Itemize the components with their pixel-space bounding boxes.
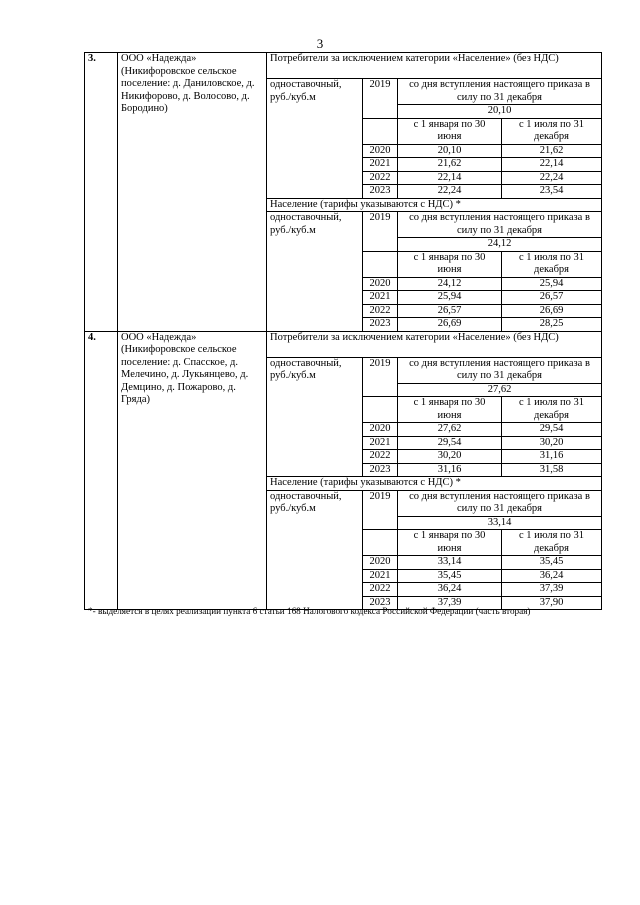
tariff-type: одноставочный, руб./куб.м <box>267 212 363 332</box>
year-cell: 2020 <box>363 144 398 158</box>
year-cell: 2019 <box>363 490 398 530</box>
year-cell: 2023 <box>363 463 398 477</box>
tariff-value: 33,14 <box>398 516 602 530</box>
period-header: со дня вступления настоящего приказа в силу по 31 декабря <box>398 212 602 238</box>
period-header: со дня вступления настоящего приказа в силу по 31 декабря <box>398 490 602 516</box>
tariff-value: 26,69 <box>502 304 602 318</box>
empty-cell <box>363 251 398 277</box>
tariff-type: одноставочный, руб./куб.м <box>267 79 363 199</box>
tariff-type: одноставочный, руб./куб.м <box>267 490 363 610</box>
tariff-value: 28,25 <box>502 318 602 332</box>
tariff-value: 21,62 <box>502 144 602 158</box>
tariff-value: 33,14 <box>398 556 502 570</box>
tariff-table <box>84 52 602 610</box>
year-cell: 2020 <box>363 556 398 570</box>
table-row <box>85 331 602 357</box>
year-cell: 2023 <box>363 318 398 332</box>
organization-name: ООО «Надежда» <box>121 53 197 64</box>
tariff-value: 29,54 <box>398 436 502 450</box>
empty-cell <box>363 530 398 556</box>
footnote: *- выделяется в целях реализации пункта 6 статьи 168 Налогового кодекса Российской Федерации (часть вторая) <box>88 606 531 616</box>
tariff-value: 20,10 <box>398 144 502 158</box>
tariff-value: 30,20 <box>502 436 602 450</box>
year-cell: 2022 <box>363 450 398 464</box>
year-cell: 2019 <box>363 212 398 252</box>
tariff-value: 26,57 <box>502 291 602 305</box>
half-year-header-1: с 1 января по 30 июня <box>398 397 502 423</box>
tariff-value: 35,45 <box>502 556 602 570</box>
tariff-value: 29,54 <box>502 423 602 437</box>
tariff-value: 24,12 <box>398 277 502 291</box>
tariff-value: 21,62 <box>398 158 502 172</box>
half-year-header-1: с 1 января по 30 июня <box>398 251 502 277</box>
tariff-value: 31,16 <box>502 450 602 464</box>
organization-area: (Никифоровское сельское поселение: д. Даниловское, д. Никифорово, д. Волосово, д. Бородино) <box>121 65 255 114</box>
half-year-header-2: с 1 июля по 31 декабря <box>502 530 602 556</box>
tariff-value: 26,57 <box>398 304 502 318</box>
organization-cell <box>118 331 267 610</box>
page-number: 3 <box>316 36 324 51</box>
row-number: 3. <box>85 53 118 332</box>
tariff-value: 35,45 <box>398 569 502 583</box>
tariff-value: 20,10 <box>398 105 602 119</box>
tariff-value: 37,39 <box>398 596 502 610</box>
tariff-value: 23,54 <box>502 185 602 199</box>
year-cell: 2021 <box>363 291 398 305</box>
year-cell: 2019 <box>363 79 398 119</box>
tariff-value: 22,14 <box>398 171 502 185</box>
organization-area: (Никифоровское сельское поселение: д. Спасское, д. Мелечино, д. Лукьянцево, д. Демцино, д. Пожарово, д. Гряда) <box>121 344 249 405</box>
period-header: со дня вступления настоящего приказа в силу по 31 декабря <box>398 79 602 105</box>
year-cell: 2021 <box>363 436 398 450</box>
row-number: 4. <box>85 331 118 610</box>
year-cell: 2023 <box>363 185 398 199</box>
period-header: со дня вступления настоящего приказа в силу по 31 декабря <box>398 357 602 383</box>
tariff-value: 25,94 <box>398 291 502 305</box>
year-cell: 2020 <box>363 277 398 291</box>
year-cell: 2020 <box>363 423 398 437</box>
tariff-value: 27,62 <box>398 423 502 437</box>
tariff-value: 31,58 <box>502 463 602 477</box>
organization-name: ООО «Надежда» <box>121 331 197 343</box>
table-row <box>85 53 602 79</box>
tariff-value: 37,39 <box>502 583 602 597</box>
year-cell: 2019 <box>363 357 398 397</box>
tariff-value: 31,16 <box>398 463 502 477</box>
tariff-value: 36,24 <box>398 583 502 597</box>
tariff-type: одноставочный, руб./куб.м <box>267 357 363 477</box>
tariff-value: 22,24 <box>398 185 502 199</box>
year-cell: 2023 <box>363 596 398 610</box>
category-header: Потребители за исключением категории «Население» (без НДС) <box>267 331 602 357</box>
half-year-header-1: с 1 января по 30 июня <box>398 118 502 144</box>
category-header: Население (тарифы указываются с НДС) * <box>267 198 602 212</box>
category-header: Потребители за исключением категории «Население» (без НДС) <box>267 53 602 79</box>
half-year-header-1: с 1 января по 30 июня <box>398 530 502 556</box>
tariff-value: 24,12 <box>398 238 602 252</box>
tariff-value: 36,24 <box>502 569 602 583</box>
organization-cell <box>118 53 267 332</box>
year-cell: 2022 <box>363 171 398 185</box>
tariff-value: 25,94 <box>502 277 602 291</box>
year-cell: 2022 <box>363 304 398 318</box>
year-cell: 2021 <box>363 569 398 583</box>
tariff-value: 22,14 <box>502 158 602 172</box>
tariff-value: 26,69 <box>398 318 502 332</box>
half-year-header-2: с 1 июля по 31 декабря <box>502 251 602 277</box>
tariff-value: 27,62 <box>398 383 602 397</box>
tariff-value: 37,90 <box>502 596 602 610</box>
tariff-value: 22,24 <box>502 171 602 185</box>
empty-cell <box>363 118 398 144</box>
half-year-header-2: с 1 июля по 31 декабря <box>502 118 602 144</box>
year-cell: 2021 <box>363 158 398 172</box>
category-header: Население (тарифы указываются с НДС) * <box>267 477 602 491</box>
tariff-value: 30,20 <box>398 450 502 464</box>
year-cell: 2022 <box>363 583 398 597</box>
empty-cell <box>363 397 398 423</box>
half-year-header-2: с 1 июля по 31 декабря <box>502 397 602 423</box>
